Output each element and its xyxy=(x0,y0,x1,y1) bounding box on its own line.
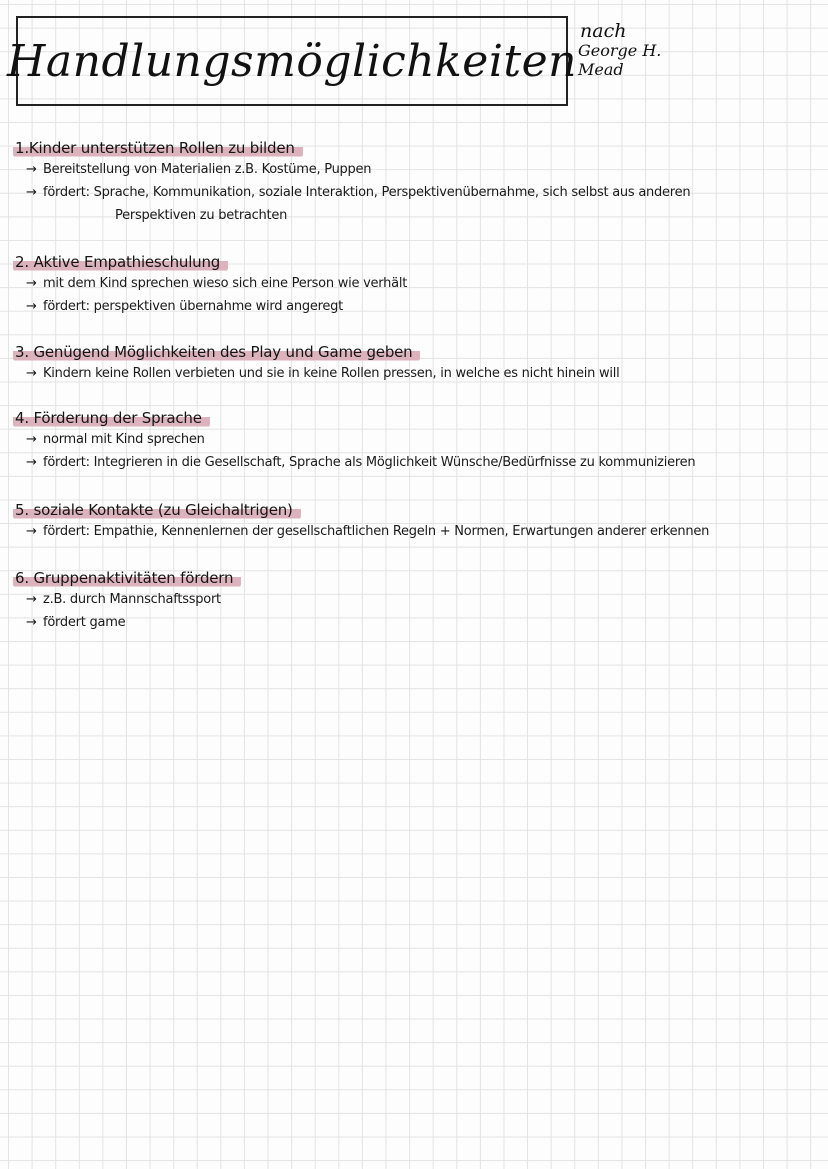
section-heading: 2. Aktive Empathieschulung xyxy=(13,252,228,272)
list-item-text: fördert: Empathie, Kennenlernen der gesellschaftlichen Regeln + Normen, Erwartungen anderer erkennen xyxy=(43,524,710,539)
list-item xyxy=(15,451,820,474)
section-5 xyxy=(15,500,820,543)
list-item-text: Kindern keine Rollen verbieten und sie in keine Rollen pressen, in welche es nicht hinein will xyxy=(43,366,620,381)
author-note-line-2: George H. xyxy=(578,41,662,60)
list-item-text: fördert game xyxy=(43,615,126,630)
list-item xyxy=(15,362,820,385)
arrow-icon: → xyxy=(26,185,37,200)
author-note xyxy=(578,22,661,79)
list-item-text: fördert: Integrieren in die Gesellschaft, Sprache als Möglichkeit Wünsche/Bedürfnisse zu kommunizieren xyxy=(43,455,696,470)
arrow-icon: → xyxy=(26,299,37,314)
arrow-icon: → xyxy=(26,524,37,539)
list-item-continuation: Perspektiven zu betrachten xyxy=(115,208,288,223)
list-item-text: fördert: perspektiven übernahme wird angeregt xyxy=(43,299,343,314)
list-item xyxy=(15,181,820,227)
list-item-text: mit dem Kind sprechen wieso sich eine Person wie verhält xyxy=(43,276,408,291)
author-note-line-3: Mead xyxy=(578,60,624,79)
title-box xyxy=(7,16,577,106)
list-item xyxy=(15,520,820,543)
section-heading: 4. Förderung der Sprache xyxy=(13,408,210,428)
section-1 xyxy=(15,138,820,227)
arrow-icon: → xyxy=(26,366,37,381)
list-item xyxy=(15,428,820,451)
list-item xyxy=(15,295,820,318)
list-item xyxy=(15,611,820,634)
arrow-icon: → xyxy=(26,276,37,291)
author-note-line-1: nach xyxy=(580,20,627,42)
list-item xyxy=(15,158,820,181)
section-heading: 3. Genügend Möglichkeiten des Play und Game geben xyxy=(13,342,420,362)
section-heading: 5. soziale Kontakte (zu Gleichaltrigen) xyxy=(13,500,301,520)
section-heading: 6. Gruppenaktivitäten fördern xyxy=(13,568,241,588)
arrow-icon: → xyxy=(26,592,37,607)
list-item-text: Bereitstellung von Materialien z.B. Kostüme, Puppen xyxy=(43,162,372,177)
list-item-text: normal mit Kind sprechen xyxy=(43,432,205,447)
arrow-icon: → xyxy=(26,615,37,630)
section-6 xyxy=(15,568,820,634)
section-4 xyxy=(15,408,820,474)
list-item-text: z.B. durch Mannschaftssport xyxy=(43,592,221,607)
section-heading: 1.Kinder unterstützen Rollen zu bilden xyxy=(13,138,303,158)
section-3 xyxy=(15,342,820,385)
arrow-icon: → xyxy=(26,455,37,470)
arrow-icon: → xyxy=(26,432,37,447)
page-title: Handlungsmöglichkeiten xyxy=(7,35,577,87)
list-item xyxy=(15,588,820,611)
list-item xyxy=(15,272,820,295)
list-item-text: fördert: Sprache, Kommunikation, soziale Interaktion, Perspektivenübernahme, sich selbst aus anderen xyxy=(43,185,691,200)
section-2 xyxy=(15,252,820,318)
arrow-icon: → xyxy=(26,162,37,177)
